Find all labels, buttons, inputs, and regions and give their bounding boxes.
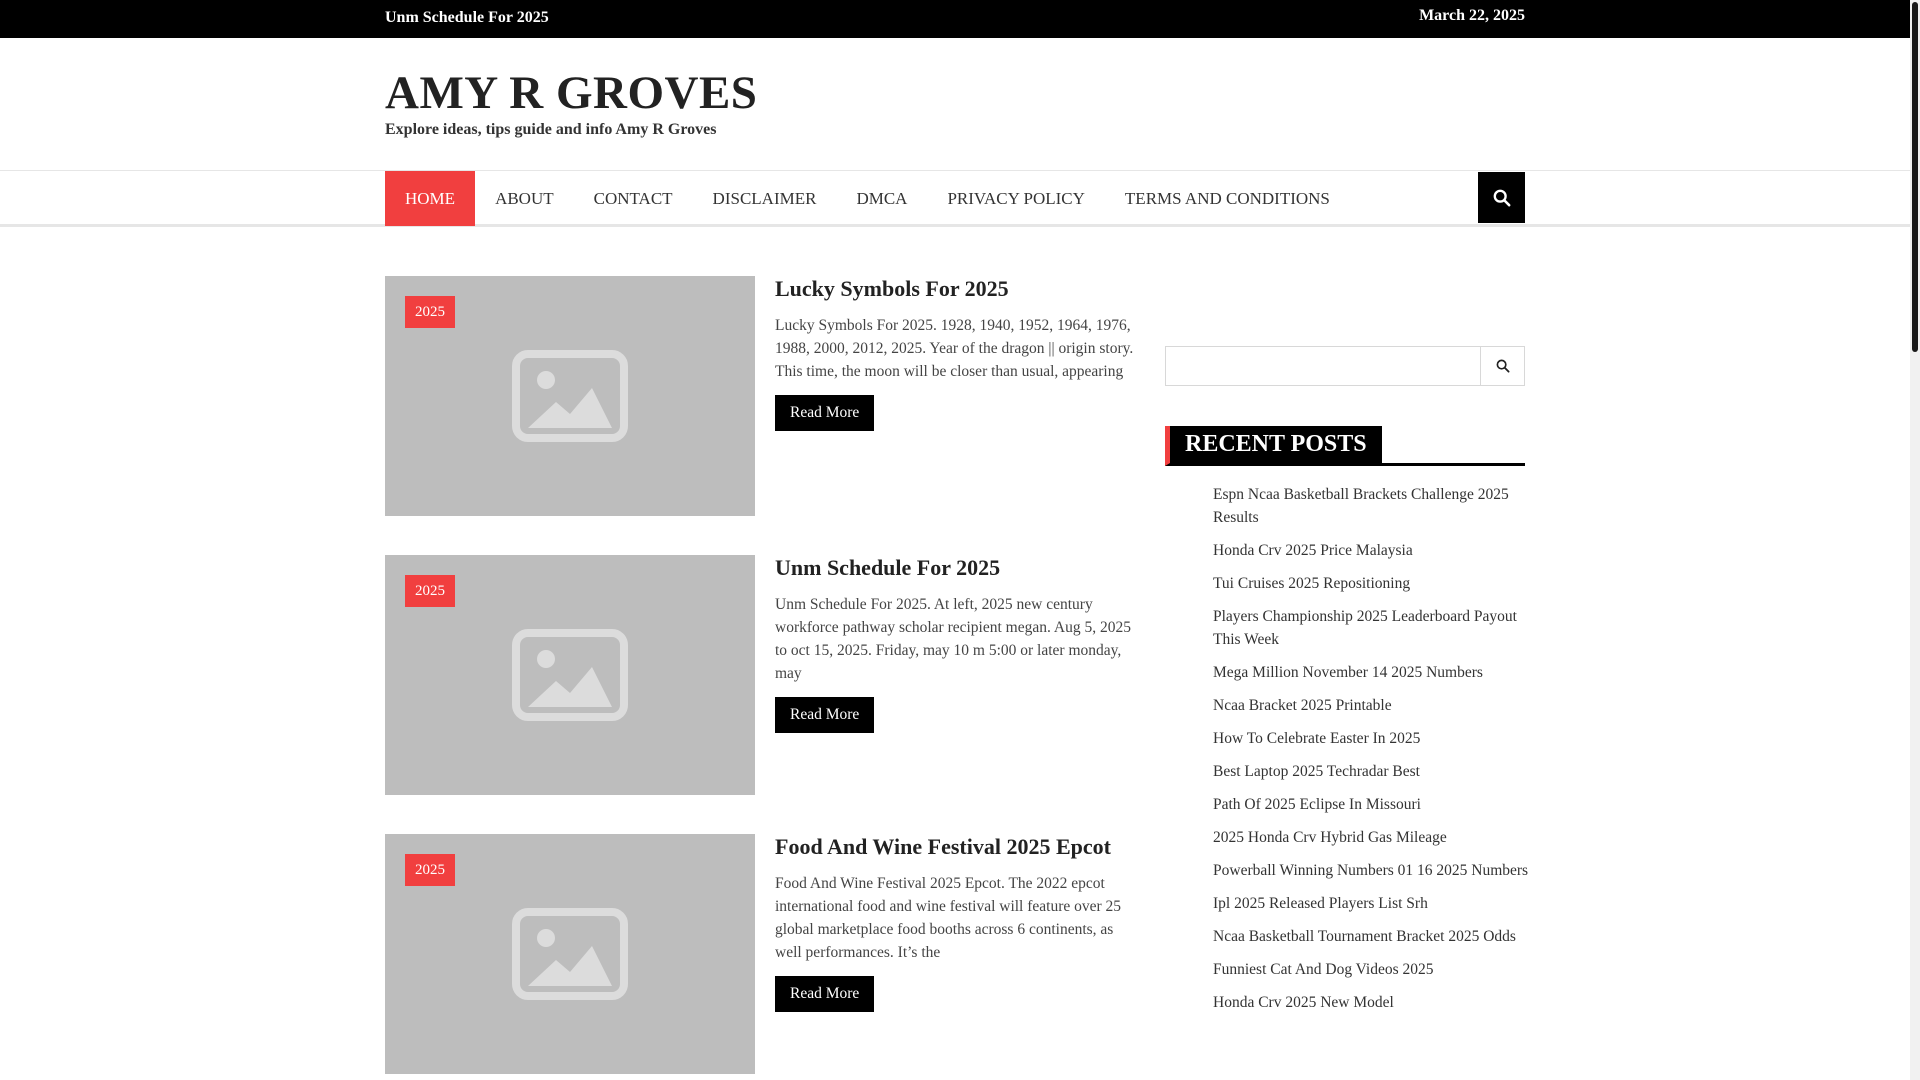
recent-post-link[interactable]: Path Of 2025 Eclipse In Missouri xyxy=(1213,796,1421,813)
nav-link-contact[interactable]: CONTACT xyxy=(593,189,673,208)
nav-link-privacy[interactable]: PRIVACY POLICY xyxy=(947,189,1085,208)
read-more-button[interactable]: Read More xyxy=(775,395,874,431)
recent-post-link[interactable]: Ncaa Bracket 2025 Printable xyxy=(1213,697,1392,714)
site-title[interactable]: AMY R GROVES xyxy=(385,67,758,119)
recent-posts-title: RECENT POSTS xyxy=(1170,426,1382,463)
recent-post-link[interactable]: Powerball Winning Numbers 01 16 2025 Numbers xyxy=(1213,862,1529,879)
site-description: Explore ideas, tips guide and info Amy R Groves xyxy=(385,121,717,138)
post-card xyxy=(385,834,1130,1074)
sidebar-search-input[interactable] xyxy=(1165,346,1480,386)
recent-post-link[interactable]: Honda Crv 2025 New Model xyxy=(1213,994,1394,1011)
read-more-button[interactable]: Read More xyxy=(775,976,874,1012)
top-bar xyxy=(0,0,1910,38)
nav-search-button[interactable] xyxy=(1478,172,1525,223)
top-bar-ticker-link[interactable]: Unm Schedule For 2025 xyxy=(385,9,549,26)
image-placeholder-icon xyxy=(512,350,628,442)
main-nav xyxy=(0,170,1910,227)
nav-item-about xyxy=(475,171,574,226)
recent-post-link[interactable]: Tui Cruises 2025 Repositioning xyxy=(1213,575,1411,592)
recent-posts-header xyxy=(1165,426,1525,466)
post-excerpt: Unm Schedule For 2025. At left, 2025 new century workforce pathway scholar recipient megan. Aug 5, 2025 to oct 15, 2025. Friday, may 10 m 5:00 or later monday, may xyxy=(775,596,1131,682)
sidebar-search xyxy=(1165,346,1525,386)
page-scrollbar[interactable] xyxy=(1910,0,1920,1080)
recent-post-link[interactable]: Funniest Cat And Dog Videos 2025 xyxy=(1213,961,1434,978)
nav-item-privacy xyxy=(927,171,1104,226)
post-content xyxy=(775,834,1140,1012)
recent-post-link[interactable]: Best Laptop 2025 Techradar Best xyxy=(1213,763,1420,780)
category-badge[interactable]: 2025 xyxy=(405,296,455,328)
category-badge[interactable]: 2025 xyxy=(405,854,455,886)
recent-post-link[interactable]: Honda Crv 2025 Price Malaysia xyxy=(1213,542,1413,559)
recent-post-link[interactable]: How To Celebrate Easter In 2025 xyxy=(1213,730,1421,747)
search-icon xyxy=(1496,359,1510,373)
recent-post-link[interactable]: Ipl 2025 Released Players List Srh xyxy=(1213,895,1428,912)
top-bar-date: March 22, 2025 xyxy=(1419,7,1525,24)
post-content xyxy=(775,555,1140,733)
post-content xyxy=(775,276,1140,431)
nav-item-disclaimer xyxy=(693,171,837,226)
nav-link-home[interactable]: HOME xyxy=(385,171,475,226)
read-more-button[interactable]: Read More xyxy=(775,697,874,733)
recent-post-link[interactable]: Players Championship 2025 Leaderboard Payout This Week xyxy=(1213,608,1517,648)
image-placeholder-icon xyxy=(512,908,628,1000)
post-title[interactable]: Food And Wine Festival 2025 Epcot xyxy=(775,834,1111,859)
scrollbar-thumb[interactable] xyxy=(1912,2,1918,352)
sidebar-search-button[interactable] xyxy=(1480,346,1525,386)
nav-item-home xyxy=(385,171,475,226)
nav-link-about[interactable]: ABOUT xyxy=(495,189,554,208)
nav-item-dmca xyxy=(836,171,927,226)
recent-posts-list xyxy=(1213,483,1533,1024)
nav-link-disclaimer[interactable]: DISCLAIMER xyxy=(712,189,817,208)
recent-post-link[interactable]: Mega Million November 14 2025 Numbers xyxy=(1213,664,1483,681)
category-badge[interactable]: 2025 xyxy=(405,575,455,607)
post-excerpt: Lucky Symbols For 2025. 1928, 1940, 1952, 1964, 1976, 1988, 2000, 2012, 2025. Year of the dragon || origin story. This time, the moon will be closer than usual, appearing xyxy=(775,317,1134,380)
nav-menu xyxy=(385,171,1350,226)
post-excerpt: Food And Wine Festival 2025 Epcot. The 2022 epcot international food and wine festival will feature over 25 global marketplace food booths across 6 continents, as well performances. It’s the xyxy=(775,875,1122,961)
post-title[interactable]: Unm Schedule For 2025 xyxy=(775,555,1001,580)
post-title[interactable]: Lucky Symbols For 2025 xyxy=(775,276,1009,301)
recent-post-link[interactable]: Espn Ncaa Basketball Brackets Challenge 2025 Results xyxy=(1213,486,1509,526)
post-card xyxy=(385,555,1130,795)
nav-item-terms xyxy=(1105,171,1350,226)
search-icon xyxy=(1493,189,1511,207)
recent-post-link[interactable]: Ncaa Basketball Tournament Bracket 2025 Odds xyxy=(1213,928,1516,945)
image-placeholder-icon xyxy=(512,629,628,721)
nav-item-contact xyxy=(574,171,693,226)
nav-link-terms[interactable]: TERMS AND CONDITIONS xyxy=(1124,189,1330,208)
post-card xyxy=(385,276,1134,516)
recent-post-link[interactable]: 2025 Honda Crv Hybrid Gas Mileage xyxy=(1213,829,1447,846)
nav-link-dmca[interactable]: DMCA xyxy=(856,189,908,208)
